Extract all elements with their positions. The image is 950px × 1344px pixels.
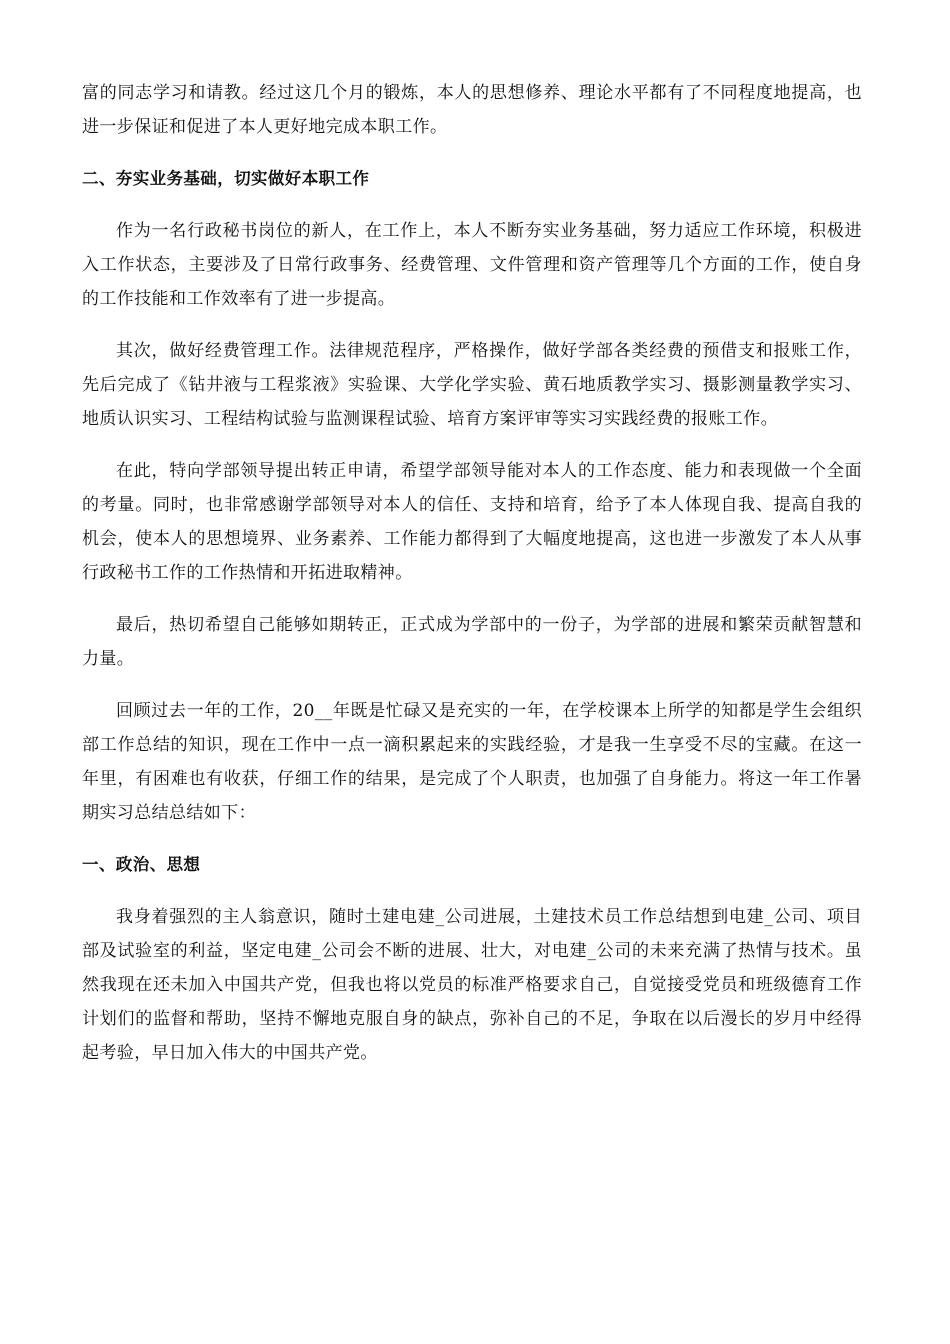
paragraph-year-review: 回顾过去一年的工作，20__年既是忙碌又是充实的一年，在学校课本上所学的知都是学生会组织部工作总结的知识，现在工作中一点一滴积累起来的实践经验，才是我一生享受不尽的宝藏。在这一年里，有困难也有收获，仔细工作的结果，是完成了个人职责，也加强了自身能力。将这一年工作暑期实习总结总结如下： bbox=[82, 701, 862, 823]
document-page bbox=[82, 76, 862, 1088]
paragraph-funding-management: 其次，做好经费管理工作。法律规范程序，严格操作，做好学部各类经费的预借支和报账工作，先后完成了《钻井液与工程浆液》实验课、大学化学实验、黄石地质教学实习、摄影测量教学实习、地质认识实习、工程结构试验与监测课程试验、培育方案评审等实习实践经费的报账工作。 bbox=[82, 341, 862, 429]
paragraph-new-role: 作为一名行政秘书岗位的新人，在工作上，本人不断夯实业务基础，努力适应工作环境，积极进入工作状态，主要涉及了日常行政事务、经费管理、文件管理和资产管理等几个方面的工作，使自身的工作技能和工作效率有了进一步提高。 bbox=[82, 221, 862, 309]
paragraph-application: 在此，特向学部领导提出转正申请，希望学部领导能对本人的工作态度、能力和表现做一个全面的考量。同时，也非常感谢学部领导对本人的信任、支持和培育，给予了本人体现自我、提高自我的机会，使本人的思想境界、业务素养、工作能力都得到了大幅度地提高，这也进一步激发了本人从事行政秘书工作的工作热情和开拓进取精神。 bbox=[82, 461, 862, 583]
section-heading-politics: 一、政治、思想 bbox=[82, 855, 201, 874]
paragraph-political-thought: 我身着强烈的主人翁意识，随时土建电建_公司进展，土建技术员工作总结想到电建_公司、项目部及试验室的利益，坚定电建_公司会不断的进展、壮大，对电建_公司的未来充满了热情与技术。虽然我现在还未加入中国共产党，但我也将以党员的标准严格要求自己，自觉接受党员和班级德育工作计划们的监督和帮助，坚持不懈地克服自身的缺点，弥补自己的不足，争取在以后漫长的岁月中经得起考验，早日加入伟大的中国共产党。 bbox=[82, 907, 862, 1063]
section-heading-business: 二、夯实业务基础，切实做好本职工作 bbox=[82, 169, 370, 188]
paragraph-continuation: 富的同志学习和请教。经过这几个月的锻炼，本人的思想修养、理论水平都有了不同程度地提高，也进一步保证和促进了本人更好地完成本职工作。 bbox=[82, 83, 862, 137]
paragraph-closing-wish: 最后，热切希望自己能够如期转正，正式成为学部中的一份子，为学部的进展和繁荣贡献智慧和力量。 bbox=[82, 615, 862, 669]
